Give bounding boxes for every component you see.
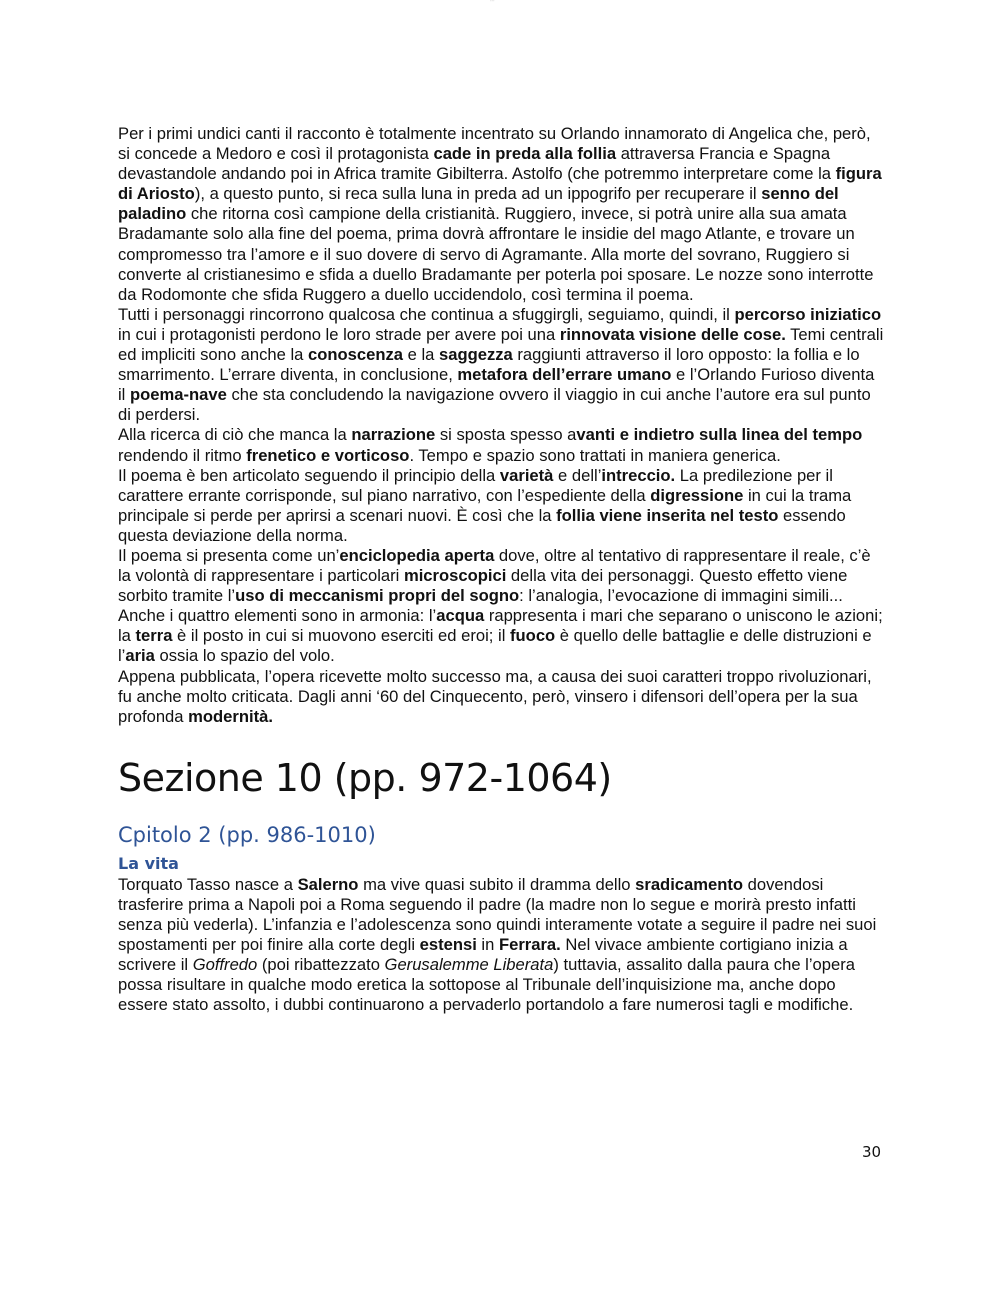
italic-text: Goffredo: [192, 955, 258, 975]
text-run: in cui la trama principale si perde per aprirsi a scenari nuovi. È così che la: [118, 485, 852, 525]
text-run: Il poema è ben articolato seguendo il principio della: [118, 465, 500, 485]
text-run: La predilezione per il carattere errante corrisponde, sul piano narrativo, con l’espediente della: [118, 465, 833, 505]
bold-text: sradicamento: [635, 874, 744, 894]
text-run: ossia lo spazio del volo.: [154, 646, 335, 666]
bold-text: Salerno: [297, 874, 359, 894]
bold-text: Ferrara.: [498, 935, 561, 955]
text-run: raggiunti attraverso il loro opposto: la follia e lo smarrimento. L’errare diventa, in conclusione,: [118, 345, 860, 385]
bold-text: follia viene inserita nel testo: [556, 505, 779, 525]
bold-text: uso di meccanismi propri del sogno: [235, 586, 520, 606]
text-run: Appena pubblicata, l’opera ricevette molto successo ma, a causa dei suoi caratteri troppo rivoluzionari, fu anche molto criticata. Dagli anni ‘60 del Cinquecento, però, vinsero i difensori dell’opera per la sua profonda: [118, 666, 872, 726]
document-page: [118, 124, 886, 1015]
text-run: ma vive quasi subito il dramma dello: [358, 874, 636, 894]
text-run: che ritorna così campione della cristianità. Ruggiero, invece, si potrà unire alla sua amata Bradamante solo alla fine del poema, prima dovrà affrontare le insidie del mago Atlante, e trovare un compromesso tra l’amore e il suo dovere di servo di Agramante. Alla morte del sovrano, Ruggiero si converte al cristianesimo e sfida a duello Bradamante per poterla poi sposare. Le nozze sono interrotte da Rodomonte che sfida Ruggero a duello uccidendolo, così termina il poema.: [118, 204, 874, 304]
text-run: che sta concludendo la navigazione ovvero il viaggio in cui anche l’autore era sul punto di perdersi.: [118, 385, 871, 425]
la-vita-body: [118, 875, 886, 1016]
bold-text: conoscenza: [308, 345, 404, 365]
text-run: è quello delle battaglie e delle distruzioni e l’: [118, 626, 872, 666]
paragraph: [118, 124, 886, 305]
text-run: Torquato Tasso nasce a: [118, 874, 298, 894]
text-run: Nel vivace ambiente cortigiano inizia a scrivere il: [118, 935, 848, 975]
bold-text: percorso iniziatico: [734, 304, 882, 324]
text-run: (poi ribattezzato: [257, 955, 385, 975]
bold-text: digressione: [650, 485, 744, 505]
text-run: in cui i protagonisti perdono le loro strade per avere poi una: [118, 324, 560, 344]
bold-text: senno del paladino: [118, 184, 839, 224]
text-run: : l’analogia, l’evocazione di immagini simili... Anche i quattro elementi sono in armonia: l’: [118, 586, 843, 626]
text-run: . Tempo e spazio sono trattati in maniera generica.: [409, 445, 781, 465]
italic-text: Gerusalemme Liberata: [384, 955, 554, 975]
bold-text: figura di Ariosto: [118, 164, 882, 204]
bold-text: acqua: [436, 606, 485, 626]
subheading-la-vita: La vita: [118, 853, 179, 873]
bold-text: varietà: [499, 465, 554, 485]
text-run: attraversa Francia e Spagna devastandole andando poi in Africa tramite Gibilterra. Astolfo (che potremmo interpretare come la: [118, 144, 836, 184]
header-mark: ⁃⁃⁃: [490, 0, 495, 3]
bold-text: enciclopedia aperta: [339, 545, 495, 565]
bold-text: narrazione: [351, 425, 436, 445]
text-run: e dell’: [553, 465, 602, 485]
section-9-body: [118, 124, 886, 727]
bold-text: vanti e indietro sulla linea del tempo: [576, 425, 863, 445]
text-run: è il posto in cui si muovono eserciti ed eroi; il: [172, 626, 511, 646]
text-run: Alla ricerca di ciò che manca la: [118, 425, 352, 445]
bold-text: poema-nave: [129, 385, 227, 405]
text-run: Il poema si presenta come un’: [118, 545, 340, 565]
page-number: 30: [862, 1143, 882, 1161]
paragraph: [118, 546, 886, 667]
bold-text: cade in preda alla follia: [433, 144, 617, 164]
text-run: e l’Orlando Furioso diventa il: [118, 365, 875, 405]
bold-text: estensi: [419, 935, 477, 955]
bold-text: metafora dell’errare umano: [457, 365, 672, 385]
text-run: rendendo il ritmo: [118, 445, 247, 465]
bold-text: fuoco: [510, 626, 556, 646]
text-run: e la: [403, 345, 439, 365]
text-run: rappresenta i mari che separano o uniscono le azioni; la: [118, 606, 883, 646]
bold-text: frenetico e vorticoso: [246, 445, 410, 465]
paragraph: [118, 466, 886, 546]
text-run: ), a questo punto, si reca sulla luna in preda ad un ippogrifo per recuperare il: [194, 184, 762, 204]
text-run: dovendosi trasferire prima a Napoli poi a Roma seguendo il padre (la madre non lo segue e morirà presto infatti senza più vederla). L’infanzia e l’adolescenza sono quindi interamente votate a seguire il padre nei suoi spostamenti per poi finire alla corte degli: [118, 874, 877, 955]
bold-text: rinnovata visione delle cose.: [559, 324, 786, 344]
paragraph: [118, 667, 886, 727]
text-run: si sposta spesso a: [435, 425, 577, 445]
paragraph: [118, 425, 886, 465]
paragraph: [118, 305, 886, 426]
bold-text: modernità.: [188, 706, 273, 726]
text-run: Temi centrali ed impliciti sono anche la: [118, 324, 884, 365]
text-run: essendo questa deviazione della norma.: [118, 505, 846, 545]
chapter-title: Cpitolo 2 (pp. 986-1010): [118, 822, 376, 847]
paragraph: [118, 875, 886, 1016]
text-run: in: [476, 935, 499, 955]
bold-text: aria: [125, 646, 155, 666]
text-run: ) tuttavia, assalito dalla paura che l’opera possa risultare in qualche modo eretica la sottopose al Tribunale dell’inquisizione ma, anche dopo essere stato assolto, i dubbi continuarono a pervaderlo portandolo a fare numerosi tagli e modifiche.: [118, 955, 855, 1015]
bold-text: terra: [135, 626, 173, 646]
text-run: della vita dei personaggi. Questo effetto viene sorbito tramite l’: [118, 566, 848, 606]
section-title: Sezione 10 (pp. 972-1064): [118, 755, 612, 800]
bold-text: intreccio.: [601, 465, 676, 485]
bold-text: microscopici: [403, 566, 507, 586]
text-run: Per i primi undici canti il racconto è totalmente incentrato su Orlando innamorato di Angelica che, però, si concede a Medoro e così il protagonista: [118, 124, 871, 164]
text-run: dove, oltre al tentativo di rappresentare il reale, c’è la volontà di rappresentare i particolari: [118, 545, 871, 586]
text-run: Tutti i personaggi rincorrono qualcosa che continua a sfuggirgli, seguiamo, quindi, il: [118, 304, 735, 324]
bold-text: saggezza: [439, 345, 513, 365]
